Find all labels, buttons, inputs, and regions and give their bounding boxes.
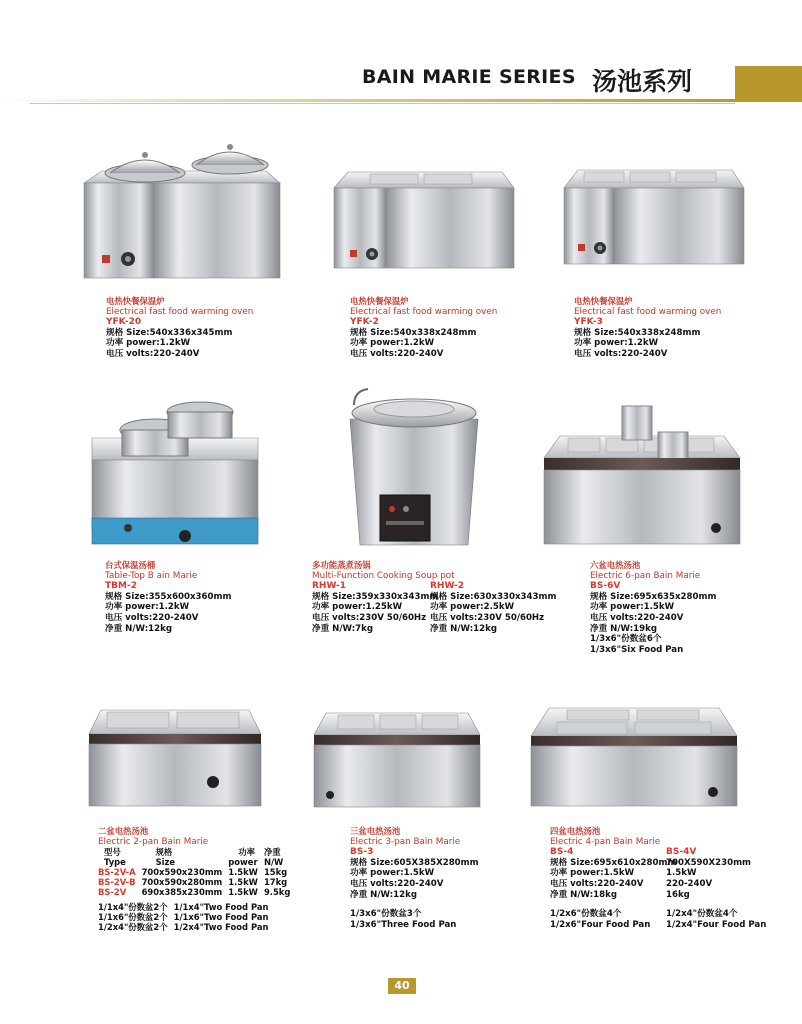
table-header-row-en — [98, 857, 296, 867]
product-info-bs-3 — [350, 826, 479, 930]
model-number: BS-6V — [590, 581, 621, 592]
product-image-rhw — [340, 385, 490, 555]
spec-size: 规格 Size:540x338x248mm — [350, 327, 477, 338]
table-header: 规格 — [155, 847, 173, 858]
product-info-bs-2 — [98, 826, 296, 932]
spec-volts: 电压 volts:220-240V — [350, 348, 444, 359]
table-cell: BS-2V-A — [98, 867, 136, 878]
product-name-cn: 六盆电热汤池 — [590, 560, 641, 570]
product-info-tbm-2 — [105, 560, 231, 634]
pan-info-cn: 1/2x6"份数盆4个 — [550, 909, 622, 920]
pan-info-cn: 1/3x6"份数盆3个 — [350, 909, 422, 920]
table-header: 功率 — [238, 847, 256, 858]
product-name-cn: 电热快餐保温炉 — [106, 296, 165, 306]
table-header-row — [98, 847, 296, 857]
table-cell: 1.5kW — [228, 877, 258, 888]
header-accent-block — [735, 66, 802, 102]
spec-volts: 电压 volts:220-240V — [550, 878, 644, 889]
table-row — [98, 887, 296, 897]
product-name-en: Electric 4-pan Bain Marie — [550, 836, 661, 847]
spec-weight: 净重 N/W:12kg — [350, 889, 417, 900]
pan-en: 1/2x4"Two Food Pan — [173, 922, 269, 933]
table-cell: 17kg — [263, 877, 288, 888]
spec-table — [98, 847, 296, 897]
page-title: BAIN MARIE SERIES — [362, 66, 576, 88]
spec-size: 规格 Size:540x338x248mm — [574, 327, 701, 338]
product-name-en: Electric 6-pan Bain Marie — [590, 570, 701, 581]
list-item — [98, 902, 274, 912]
product-image-bs-6v — [540, 400, 745, 550]
product-name-en: Electrical fast food warming oven — [106, 306, 254, 317]
model-number-rhw-1: RHW-1 — [312, 581, 346, 592]
product-info-rhw — [312, 560, 556, 634]
pan-info-en: 1/3x6"Three Food Pan — [350, 919, 457, 930]
product-image-yfk-20 — [80, 135, 290, 285]
pan-info-en: 1/2x6"Four Food Pan — [550, 919, 651, 930]
pan-en: 1/1x4"Two Food Pan — [173, 902, 269, 913]
product-name-cn: 多功能蒸煮汤锅 — [312, 560, 371, 570]
page-title-chinese: 汤池系列 — [592, 67, 693, 96]
product-name-en: Table-Top B ain Marie — [105, 570, 198, 581]
pan-table — [98, 902, 274, 932]
product-name-cn: 四盆电热汤池 — [550, 826, 601, 836]
list-item — [98, 912, 274, 922]
product-name-cn: 电热快餐保温炉 — [574, 296, 633, 306]
pan-en: 1/1x6"Two Food Pan — [173, 912, 269, 923]
table-cell: BS-2V — [98, 887, 127, 898]
spec-power: 功率 power:2.5kW — [430, 602, 515, 613]
product-name-cn: 电热快餐保温炉 — [350, 296, 409, 306]
product-name-cn: 二盆电热汤池 — [98, 826, 149, 836]
spec-power: 功率 power:1.2kW — [350, 338, 435, 349]
spec-weight: 16kg — [666, 889, 690, 900]
product-image-bs-4 — [527, 700, 742, 815]
spec-power: 功率 power:1.25kW — [312, 602, 403, 613]
product-image-bs-2 — [85, 700, 265, 815]
pan-info-en: 1/3x6"Six Food Pan — [590, 644, 684, 655]
product-name-en: Electrical fast food warming oven — [350, 306, 498, 317]
spec-power: 功率 power:1.2kW — [574, 338, 659, 349]
spec-weight: 净重 N/W:12kg — [105, 623, 172, 634]
header-rule — [0, 99, 735, 102]
spec-volts: 电压 volts:220-240V — [105, 612, 199, 623]
table-header: Type — [104, 857, 126, 868]
spec-power: 功率 power:1.2kW — [105, 602, 190, 613]
spec-weight: 净重 N/W:19kg — [590, 623, 657, 634]
spec-weight: 净重 N/W:12kg — [430, 623, 497, 634]
header-rule-thin — [30, 103, 735, 104]
product-name-cn: 三盆电热汤池 — [350, 826, 401, 836]
product-name-en: Electrical fast food warming oven — [574, 306, 722, 317]
spec-power: 1.5kW — [666, 868, 697, 879]
product-name-en: Electric 2-pan Bain Marie — [98, 836, 209, 847]
table-header: N/W — [263, 857, 284, 868]
table-cell: 15kg — [263, 867, 288, 878]
table-cell: 700x590x230mm — [141, 867, 223, 878]
spec-size: 规格 Size:695x610x280mm — [550, 857, 677, 868]
model-number: TBM-2 — [105, 581, 137, 592]
table-header: 净重 — [263, 847, 281, 858]
table-cell: 9.5kg — [263, 887, 291, 898]
table-header: Size — [155, 857, 176, 868]
product-name-cn: 台式保温汤桶 — [105, 560, 156, 570]
spec-power: 功率 power:1.5kW — [590, 602, 675, 613]
product-image-tbm-2 — [90, 400, 265, 550]
table-cell: 1.5kW — [228, 887, 258, 898]
pan-info-cn: 1/3x6"份数盆6个 — [590, 634, 662, 645]
product-image-yfk-3 — [560, 160, 750, 270]
model-number: YFK-3 — [574, 317, 603, 328]
spec-volts: 电压 volts:220-240V — [590, 612, 684, 623]
product-info-yfk-2 — [350, 296, 497, 360]
spec-power: 功率 power:1.2kW — [106, 338, 191, 349]
pan-cn: 1/1x4"份数盆2个 — [98, 902, 168, 913]
product-image-yfk-2 — [330, 160, 520, 275]
spec-size: 规格 Size:605X385X280mm — [350, 857, 479, 868]
model-number: YFK-2 — [350, 317, 379, 328]
spec-volts: 电压 volts:220-240V — [574, 348, 668, 359]
pan-info-cn: 1/2x4"份数盆4个 — [666, 909, 738, 920]
model-number-bs-4: BS-4 — [550, 847, 574, 858]
product-image-bs-3 — [310, 705, 485, 815]
table-cell: BS-2V-B — [98, 877, 136, 888]
spec-volts: 220-240V — [666, 878, 713, 889]
spec-size: 规格 Size:695x635x280mm — [590, 591, 717, 602]
table-row — [98, 867, 296, 877]
product-info-yfk-20 — [106, 296, 253, 360]
model-number-bs-4v: BS-4V — [666, 847, 697, 858]
product-info-bs-6v — [590, 560, 716, 655]
pan-info-en: 1/2x4"Four Food Pan — [666, 919, 767, 930]
spec-size: 规格 Size:630x330x343mm — [430, 591, 557, 602]
table-cell: 700x590x280mm — [141, 877, 223, 888]
spec-size: 700X590X230mm — [666, 857, 751, 868]
spec-size: 规格 Size:359x330x343mm — [312, 591, 439, 602]
spec-power: 功率 power:1.5kW — [350, 868, 435, 879]
list-item — [98, 922, 274, 932]
spec-volts: 电压 volts:220-240V — [106, 348, 200, 359]
product-info-yfk-3 — [574, 296, 721, 360]
spec-volts: 电压 volts:230V 50/60Hz — [312, 612, 427, 623]
spec-size: 规格 Size:355x600x360mm — [105, 591, 232, 602]
model-number: BS-3 — [350, 847, 374, 858]
table-header: 型号 — [104, 847, 121, 858]
product-info-bs-4 — [550, 826, 766, 930]
table-header: power — [228, 857, 258, 868]
product-name-en: Electric 3-pan Bain Marie — [350, 836, 461, 847]
pan-cn: 1/1x6"份数盆2个 — [98, 912, 168, 923]
pan-cn: 1/2x4"份数盆2个 — [98, 922, 168, 933]
spec-volts: 电压 volts:230V 50/60Hz — [430, 612, 545, 623]
table-cell: 690x385x230mm — [141, 887, 223, 898]
product-name-en: Multi-Function Cooking Soup pot — [312, 570, 455, 581]
table-cell: 1.5kW — [228, 867, 258, 878]
spec-weight: 净重 N/W:18kg — [550, 889, 617, 900]
spec-volts: 电压 volts:220-240V — [350, 878, 444, 889]
page-number: 40 — [388, 978, 416, 994]
spec-weight: 净重 N/W:7kg — [312, 623, 374, 634]
table-row — [98, 877, 296, 887]
model-number: YFK-20 — [106, 317, 142, 328]
spec-power: 功率 power:1.5kW — [550, 868, 635, 879]
spec-size: 规格 Size:540x336x345mm — [106, 327, 233, 338]
model-number-rhw-2: RHW-2 — [430, 581, 464, 592]
